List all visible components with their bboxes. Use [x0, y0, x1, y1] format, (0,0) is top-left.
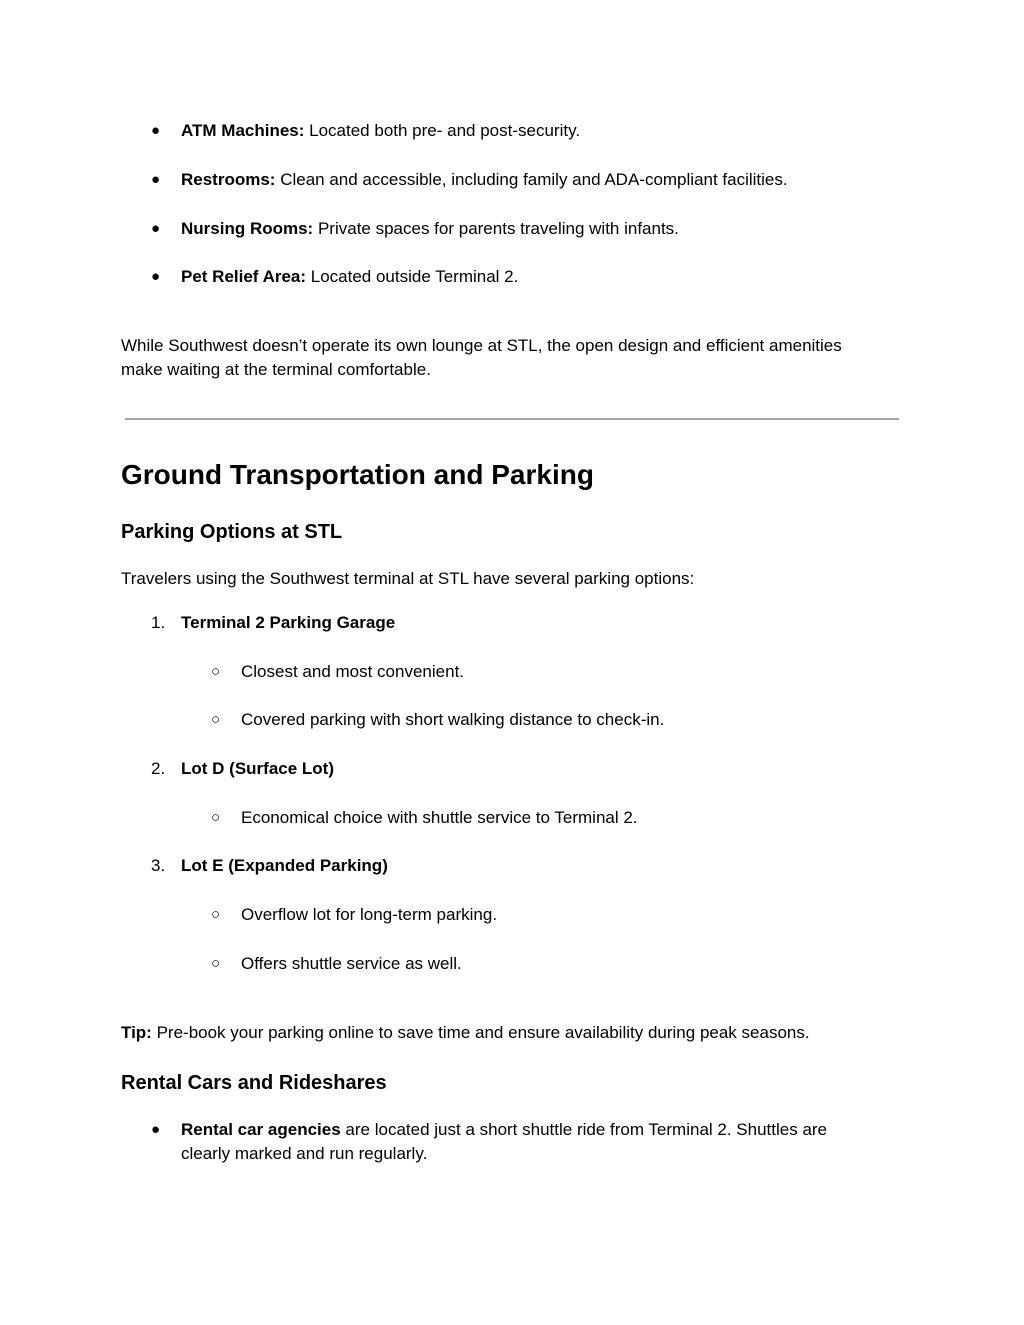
amenity-item-atm: ATM Machines: Located both pre- and post-security. — [181, 121, 581, 140]
hollow-bullet-icon: ○ — [211, 955, 221, 972]
list-number: 2. — [151, 759, 166, 778]
parking-option-detail: Covered parking with short walking distance to check-in. — [241, 710, 665, 729]
amenity-item-restrooms: Restrooms: Clean and accessible, including family and ADA-compliant facilities. — [181, 170, 788, 189]
lounge-paragraph-line-1: While Southwest doesn’t operate its own lounge at STL, the open design and efficient amenities — [121, 336, 842, 355]
hollow-bullet-icon: ○ — [211, 663, 221, 680]
parking-heading: Parking Options at STL — [121, 521, 343, 543]
hollow-bullet-icon: ○ — [211, 906, 221, 923]
amenity-item-nursing: Nursing Rooms: Private spaces for parents traveling with infants. — [181, 219, 679, 238]
parking-option-detail: Offers shuttle service as well. — [241, 954, 462, 973]
parking-option-detail: Closest and most convenient. — [241, 662, 465, 681]
parking-option-title: Lot E (Expanded Parking) — [181, 856, 388, 875]
rental-item-line-2: clearly marked and run regularly. — [181, 1144, 428, 1163]
rental-heading: Rental Cars and Rideshares — [121, 1072, 387, 1094]
bullet-icon: ● — [151, 122, 161, 139]
parking-option-title: Terminal 2 Parking Garage — [181, 613, 396, 632]
bullet-icon: ● — [151, 1121, 161, 1138]
parking-option-title: Lot D (Surface Lot) — [181, 759, 334, 778]
horizontal-rule — [125, 418, 899, 420]
bullet-icon: ● — [151, 268, 161, 285]
hollow-bullet-icon: ○ — [211, 809, 221, 826]
section-title: Ground Transportation and Parking — [121, 459, 594, 490]
bullet-icon: ● — [151, 171, 161, 188]
parking-option-detail: Overflow lot for long-term parking. — [241, 905, 498, 924]
parking-intro: Travelers using the Southwest terminal at STL have several parking options: — [121, 569, 695, 588]
hollow-bullet-icon: ○ — [211, 711, 221, 728]
bullet-icon: ● — [151, 220, 161, 237]
lounge-paragraph-line-2: make waiting at the terminal comfortable. — [121, 360, 431, 379]
rental-item-line-1: Rental car agencies are located just a short shuttle ride from Terminal 2. Shuttles are — [181, 1120, 828, 1139]
parking-option-detail: Economical choice with shuttle service to Terminal 2. — [241, 808, 638, 827]
list-number: 3. — [151, 856, 166, 875]
parking-tip: Tip: Pre-book your parking online to save time and ensure availability during peak seasons. — [121, 1023, 810, 1042]
amenity-item-pet-relief: Pet Relief Area: Located outside Terminal 2. — [181, 267, 519, 286]
list-number: 1. — [151, 613, 166, 632]
